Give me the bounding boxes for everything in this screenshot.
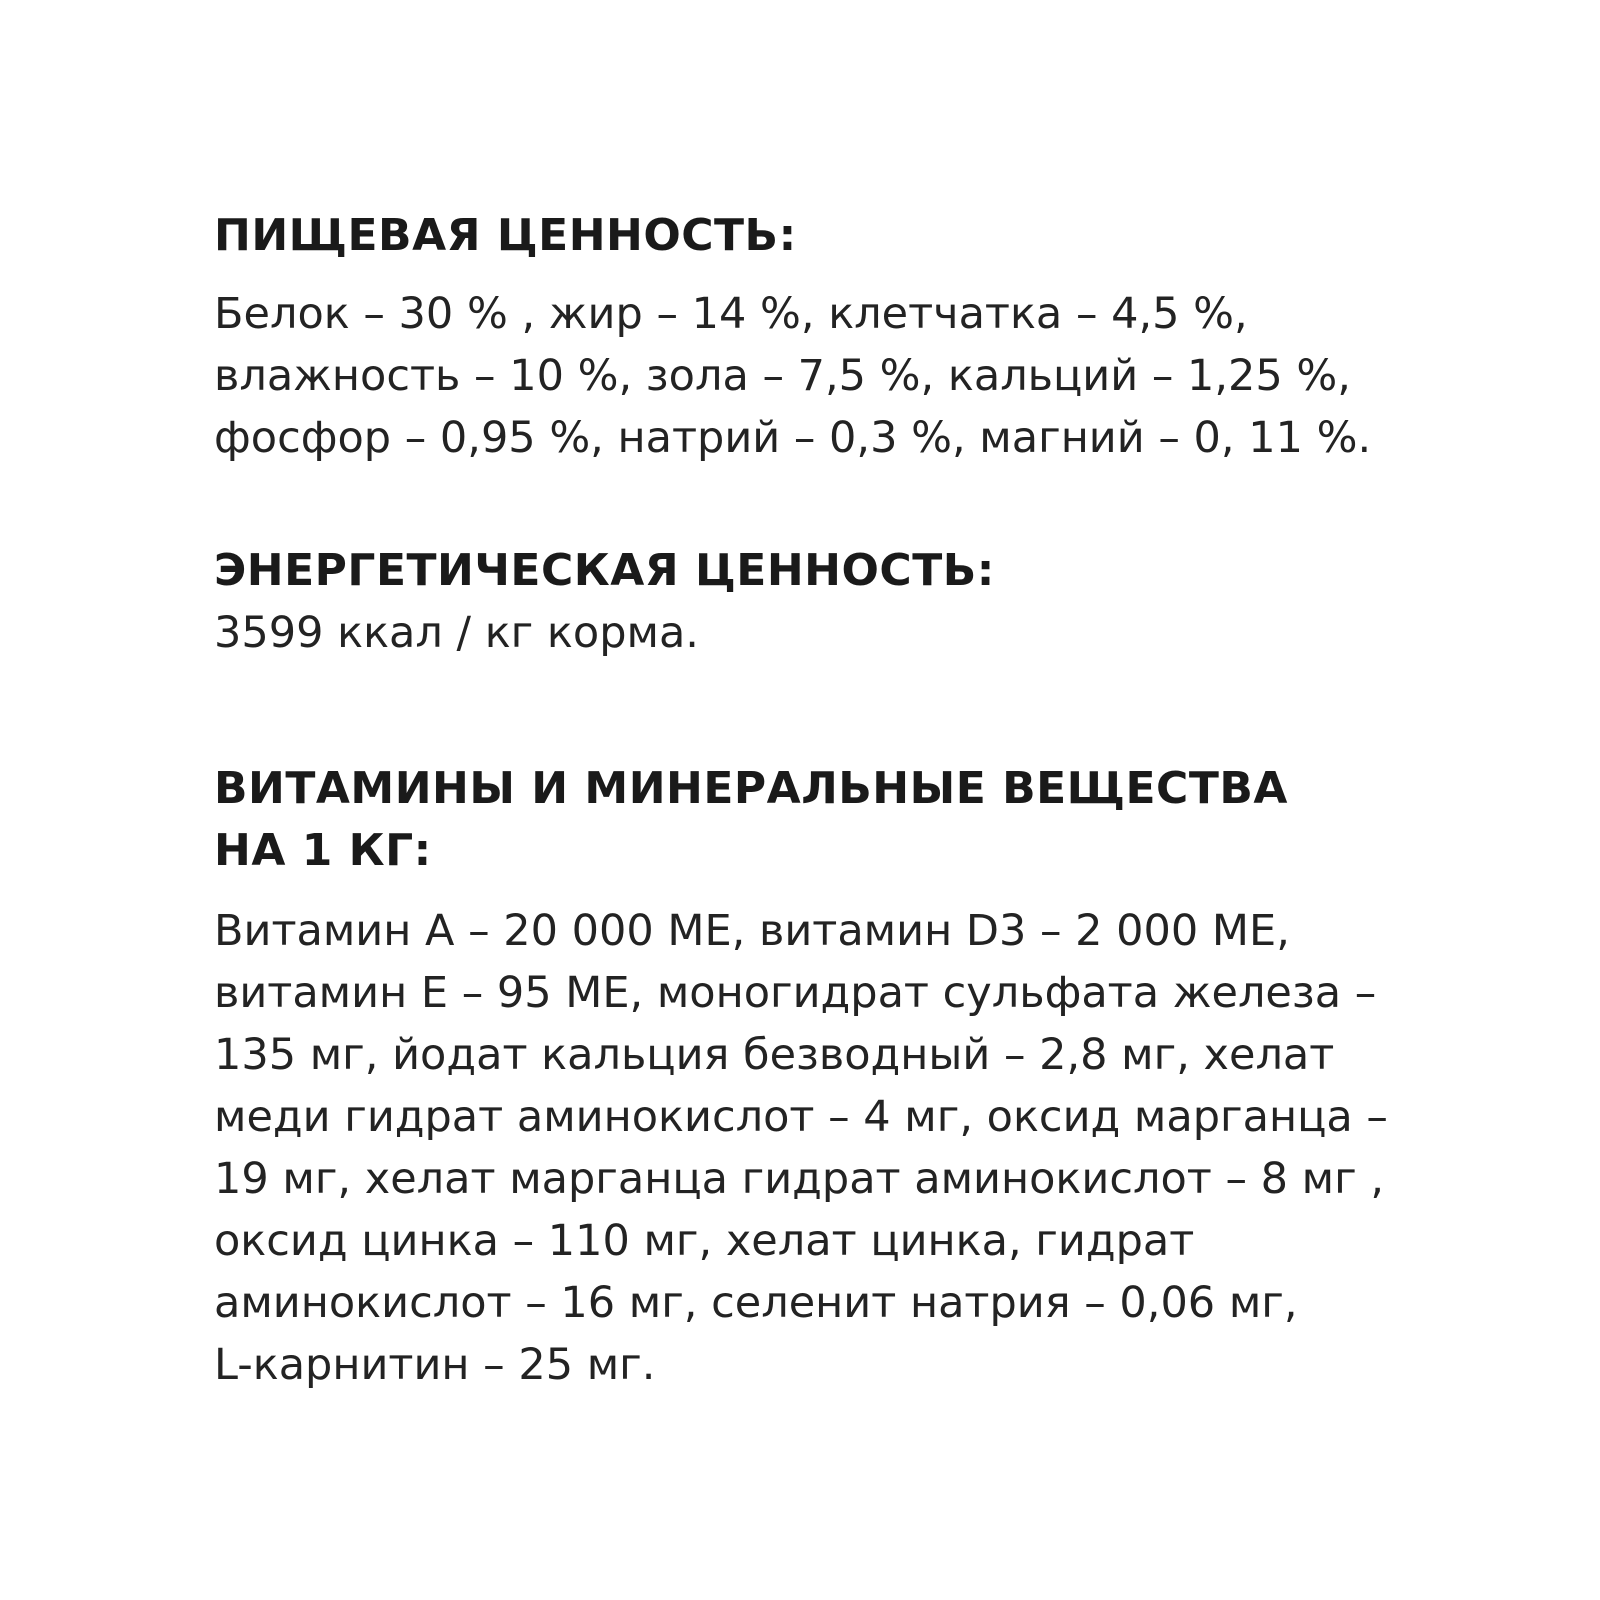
- energy-text: [214, 602, 1474, 664]
- vitamins-heading-line: НА 1 КГ:: [214, 825, 432, 876]
- nutrition-line: влажность – 10 %, зола – 7,5 %, кальций – 1,25 %,: [214, 351, 1351, 401]
- vitamins-line: 19 мг, хелат марганца гидрат аминокислот – 8 мг ,: [214, 1154, 1385, 1204]
- nutrition-heading: ПИЩЕВАЯ ЦЕННОСТЬ:: [214, 210, 797, 261]
- nutrition-text: [214, 283, 1474, 469]
- vitamins-text: [214, 900, 1474, 1396]
- vitamins-line: 135 мг, йодат кальция безводный – 2,8 мг, хелат: [214, 1030, 1335, 1080]
- vitamins-heading-line: ВИТАМИНЫ И МИНЕРАЛЬНЫЕ ВЕЩЕСТВА: [214, 763, 1288, 814]
- energy-line: 3599 ккал / кг корма.: [214, 608, 699, 658]
- nutrition-line: Белок – 30 % , жир – 14 %, клетчатка – 4,5 %,: [214, 289, 1248, 339]
- vitamins-section: [214, 758, 1474, 1396]
- energy-heading: ЭНЕРГЕТИЧЕСКАЯ ЦЕННОСТЬ:: [214, 545, 995, 596]
- vitamins-heading: [214, 758, 1474, 882]
- vitamins-line: оксид цинка – 110 мг, хелат цинка, гидрат: [214, 1216, 1195, 1266]
- nutrition-line: фосфор – 0,95 %, натрий – 0,3 %, магний – 0, 11 %.: [214, 413, 1372, 463]
- vitamins-line: витамин Е – 95 МЕ, моногидрат сульфата железа –: [214, 968, 1377, 1018]
- energy-section: [214, 540, 1474, 664]
- vitamins-line: Витамин А – 20 000 МЕ, витамин D3 – 2 000 МЕ,: [214, 906, 1290, 956]
- vitamins-line: L-карнитин – 25 мг.: [214, 1340, 656, 1390]
- vitamins-line: меди гидрат аминокислот – 4 мг, оксид марганца –: [214, 1092, 1388, 1142]
- vitamins-line: аминокислот – 16 мг, селенит натрия – 0,06 мг,: [214, 1278, 1298, 1328]
- nutrition-section: [214, 205, 1474, 469]
